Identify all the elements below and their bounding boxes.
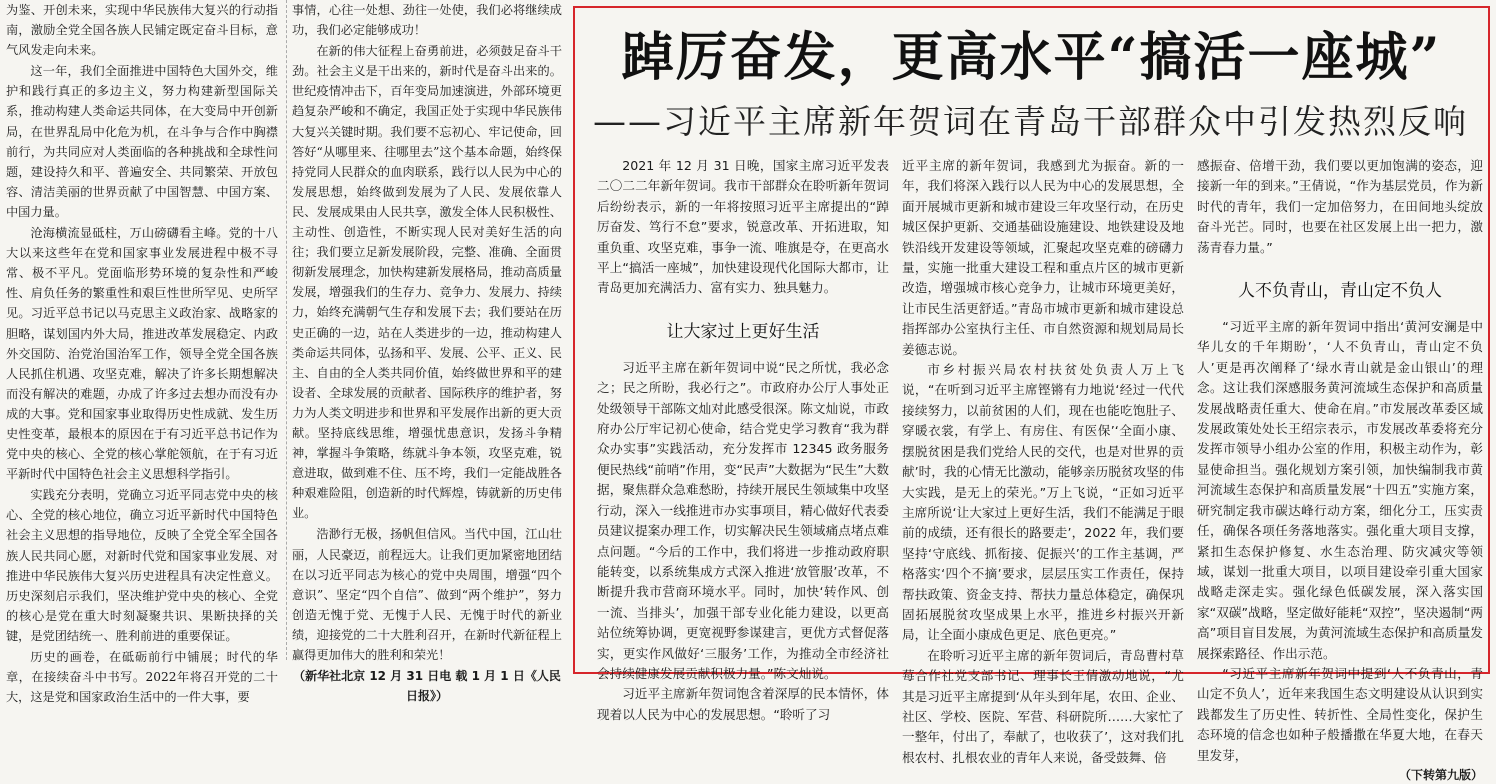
paragraph: 在聆听习近平主席的新年贺词后，青岛曹村草莓合作社党支部书记、理事长王倩激动地说，“尤其是习近平主席提到‘从年头到年尾，农田、企业、社区、学校、医院、军营、科研院所……大家忙了一整年，付出了，奉献了，也收获了’，这对我们扎根农村、扎根农业的青年人来说，备受鼓舞、倍 [902, 647, 1184, 765]
subheading-green-mountains: 人不负青山，青山定不负人 [1238, 281, 1442, 302]
continued-on-page-nine[interactable]: （下转第九版） [1398, 767, 1483, 782]
paragraph: 历史的画卷，在砥砺前行中铺展；时代的华章，在接续奋斗中书写。2022年将召开党的二十大，这是党和国家政治生活中的一件大事，要 [6, 650, 278, 705]
article-subtitle: ——习近平主席新年贺词在青岛干部群众中引发热烈反响 [593, 102, 1468, 141]
column-divider [286, 0, 287, 660]
paragraph: 浩渺行无极，扬帆但信风。当代中国，江山壮丽，人民豪迈，前程远大。让我们更加紧密地团结在以习近平同志为核心的党中央周围，增强“四个意识”、坚定“四个自信”、做到“两个维护”，努力创造无愧于党、无愧于人民、无愧于时代的新业绩，迎接党的二十大胜利召开，在新时代新征程上赢得更加伟大的胜利和荣光！ [292, 527, 562, 662]
paragraph: 事情，心往一处想、劲往一处使，我们必将继续成功，我们必定能够成功！ [292, 3, 562, 38]
paragraph: 为鉴、开创未来，实现中华民族伟大复兴的行动指南，激励全党全国各族人民铺定既定奋斗目标，意气风发走向未来。 [6, 3, 278, 58]
paragraph: 在新的伟大征程上奋勇前进，必须鼓足奋斗干劲。社会主义是干出来的，新时代是奋斗出来的。世纪疫情冲击下，百年变局加速演进，外部环境更趋复杂严峻和不确定，我国正处于实现中华民族伟大复兴关键时期。我们要不忘初心、牢记使命，回答好“从哪里来、往哪里去”这个基本命题，始终保持党同人民群众的血肉联系，践行以人民为中心的发展思想，始终做到发展为了人民、发展依靠人民、发展成果由人民共享，激发全体人民积极性、主动性、创造性，不断实现人民对美好生活的向往；我们要立足新发展阶段，完整、准确、全面贯彻新发展理念，加快构建新发展格局，推动高质量发展，增强我们的生存力、竞争力、发展力、持续力，始终充满朝气生存和发展下去；我们要站在历史正确的一边，站在人类进步的一边，推动构建人类命运共同体，弘扬和平、发展、公平、正义、民主、自由的全人类共同价值，始终做世界和平的建设者、全球发展的贡献者、国际秩序的维护者，努力为人类文明进步和世界和平发展作出新的更大贡献。坚持底线思维，增强忧患意识，发扬斗争精神，掌握斗争策略，练就斗争本领，攻坚克难，锐意进取，做到难不住、压不垮，我们一定能战胜各种艰难险阻，创造新的时代辉煌，铸就新的历史伟业。 [292, 44, 562, 521]
article-column-1 [597, 156, 889, 722]
paragraph: “习近平主席新年贺词中提到‘人不负青山，青山定不负人’，近年来我国生态文明建设从认识到实践都发生了历史性、转折性、全局性变化，保护生态环境的信念也如种子般播撒在华夏大地，在春天里发芽， [1197, 665, 1483, 763]
subheading-better-life: 让大家过上更好生活 [666, 321, 820, 342]
paragraph: 这一年，我们全面推进中国特色大国外交，维护和践行真正的多边主义，努力构建新型国际关系，推动构建人类命运共同体，在大变局中开创新局，在世界乱局中化危为机，在斗争与合作中胸襟前行，为共同应对人类面临的各种挑战和全球性问题，建设持久和平、普遍安全、共同繁荣、开放包容、清洁美丽的世界贡献了中国智慧、中国方案、中国力量。 [6, 64, 278, 219]
paragraph: 市乡村振兴局农村扶贫处负责人万上飞说，“在听到习近平主席铿锵有力地说‘经过一代代接续努力，以前贫困的人们，现在也能吃饱肚子、穿暖衣裳，有学上、有房住、有医保’‘全面小康、摆脱贫困是我们党给人民的交代，也是对世界的贡献’时，我的心情无比激动，能够亲历脱贫攻坚的伟大实践，是无上的荣光。”万上飞说，“正如习近平主席所说‘让大家过上更好生活，我们不能满足于眼前的成绩，还有很长的路要走’，2022 年，我们要坚持‘守底线、抓衔接、促振兴’的工作主基调，严格落实‘四个不摘’要求，层层压实工作责任，保持帮扶政策、资金支持、帮扶力量总体稳定，确保巩固拓展脱贫攻坚成果上水平，推进乡村振兴开新局，让全面小康成色更足、底色更亮。” [902, 362, 1184, 643]
paragraph: 习近平主席在新年贺词中说“民之所忧，我必念之；民之所盼，我必行之”。市政府办公厅人事处正处级领导干部陈文灿对此感受很深。陈文灿说，市政府办公厅牢记初心使命，结合党史学习教育“我为群众办实事”实践活动，充分发挥市 12345 政务服务便民热线“前哨”作用，变“民声”大数据为“民生”大数据，聚焦群众急难愁盼，持续开展民生领域集中攻坚行动，深入一线推进市办实事项目，精心做好代表委员建议提案办理工作，切实解决民生领域痛点堵点难点问题。“今后的工作中，我们将进一步推动政府职能转变，以系统集成方式深入推进‘放管服’改革，不断提升我市营商环境水平。同时，加快‘转作风、创一流、当排头’，加强干部专业化能力建设，以更高站位统筹协调，更宽视野参谋建言，更优方式督促落实，更实作风做好‘三服务’工作，为推动全市经济社会持续健康发展贡献积极力量。”陈文灿说。 [597, 359, 889, 681]
paragraph: （新华社北京 12 月 31 日电 载 1 月 1 日《人民日报》） [293, 669, 561, 704]
paragraph: 感振奋、倍增干劲，我们要以更加饱满的姿态，迎接新一年的到来。”王倩说，“作为基层党员，作为新时代的青年，我们一定加倍努力，在田间地头绽放奋斗光芒。同时，也要在社区发展上出一把力，激荡青春力量。” [1197, 158, 1483, 255]
article-column-2 [902, 156, 1184, 765]
paragraph: 实践充分表明，党确立习近平同志党中央的核心、全党的核心地位，确立习近平新时代中国特色社会主义思想的指导地位，反映了全党全军全国各族人民共同心愿，对新时代党和国家事业发展、对推进中华民族伟大复兴历史进程具有决定性意义。历史深刻启示我们，坚决维护党中央的核心、全党的核心是党在重大时刻凝聚共识、果断抉择的关键，是党团结统一、胜利前进的重要保证。 [6, 488, 278, 643]
featured-article[interactable] [573, 6, 1490, 782]
paragraph: 近平主席的新年贺词，我感到尤为振奋。新的一年，我们将深入践行以人民为中心的发展思想，全面开展城市更新和城市建设三年攻坚行动，在历史城区保护更新、交通基础设施建设、地铁建设及地铁沿线开发建设等领域，汇聚起攻坚克难的磅礴力量，实施一批重大建设工程和重点片区的城市更新改造，增强城市核心竞争力，让城市环境更美好，让市民生活更舒适。”青岛市城市更新和城市建设总指挥部办公室执行主任、市自然资源和规划局局长姜德志说。 [902, 158, 1184, 357]
article-column-3 [1197, 156, 1483, 782]
left-column-1 [6, 0, 278, 705]
paragraph: 习近平主席新年贺词饱含着深厚的民本情怀，体现着以人民为中心的发展思想。“聆听了习 [597, 686, 889, 722]
paragraph: 2021 年 12 月 31 日晚，国家主席习近平发表二〇二二年新年贺词。我市干部群众在聆听新年贺词后纷纷表示，新的一年将按照习近平主席提出的“踔厉奋发、笃行不怠”要求，锐意改革、开拓进取，知重负重、攻坚克难，事争一流、唯旗是夺，在更高水平上“搞活一座城”，加快建设现代化国际大都市，让青岛更加充满活力、富有实力、独具魅力。 [597, 158, 889, 296]
article-headline: 踔厉奋发，更高水平“搞活一座城” [621, 27, 1442, 88]
left-column-2 [292, 0, 562, 704]
paragraph: “习近平主席的新年贺词中指出‘黄河安澜是中华儿女的千年期盼’，‘人不负青山，青山定不负人’更是再次阐释了‘绿水青山就是金山银山’的理念。这让我们深感服务黄河流域生态保护和高质量发展战略责任重大、使命在肩。”市发展改革委区域发展政策处处长王绍宗表示，市发展改革委将充分发挥市领导小组办公室的作用，积极主动作为，彰显使命担当。强化规划方案引领，加快编制我市黄河流域生态保护和高质量发展“十四五”实施方案，研究制定我市碳达峰行动方案，细化分工，压实责任，确保各项任务落地落实。强化重大项目支撑，紧扣生态保护修复、水生态治理、防灾减灾等领域，谋划一批重大项目，以项目建设牵引重大国家战略走深走实。强化绿色低碳发展，深入落实国家“双碳”战略，坚定做好能耗“双控”，坚决遏制“两高”项目盲目发展，为黄河流域生态保护和高质量发展探索路径、作出示范。 [1197, 319, 1483, 661]
paragraph: 沧海横流显砥柱，万山磅礴看主峰。党的十八大以来这些年在党和国家事业发展进程中极不寻常、极不平凡。党面临形势环境的复杂性和严峻性、肩负任务的繁重性和艰巨性世所罕见、史所罕见。习近平总书记以马克思主义政治家、战略家的胆略，谋划国内外大局，推进改革发展稳定、内政外交国防、治党治国治军工作，领导全党全国各族人民抓住机遇、攻坚克难，解决了许多长期想解决而没有解决的难题，办成了许多过去想办而没有办成的大事。党和国家事业取得历史性成就、发生历史性变革，最根本的原因在于有习近平总书记作为党中央的核心、全党的核心掌舵领航，在于有习近平新时代中国特色社会主义思想科学指引。 [6, 226, 278, 482]
